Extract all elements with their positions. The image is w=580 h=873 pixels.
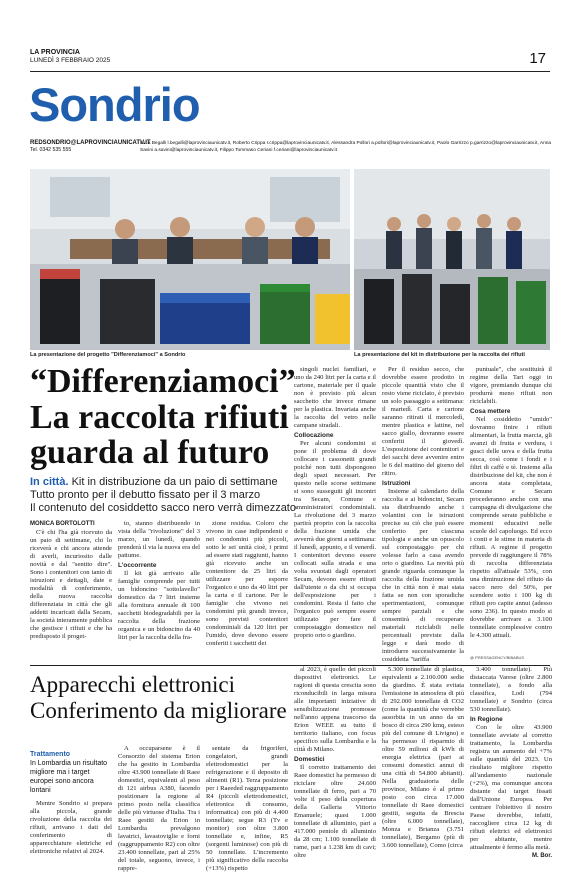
- photo-presentation-illustration: [30, 169, 350, 350]
- issue-date: LUNEDÌ 3 FEBBRAIO 2025: [30, 56, 111, 64]
- section-heading: Domestici: [294, 756, 325, 763]
- story-2-column-6: [470, 666, 552, 860]
- paragraph: zione residua. Coloro che vivono in case indipendenti e nei condomini più piccoli, sotto le sei unità cioè, i primi ad essere stati raggiunti, hanno già ricevuto anche un contenitore da 25 litri da utilizzare per esporre l'organico e uno da 40 litri per la carta e il cartone. Per le famiglie che vivono nei condomini più grandi invece, sono previsti contenitori condominiali da 120 litri per l'umido, dove devono essere conferiti i sacchetti dei: [206, 520, 288, 647]
- byline: MONICA BORTOLOTTI: [30, 521, 95, 527]
- section-heading: L'occorrente: [118, 562, 157, 569]
- staff-list: Luca Begalli l.begalli@laprovinciaunicatv.it, Roberto Crippa r.crippa@laprovinciaunicatv.it, Alessandra Pollori a.pollori@laprovinciaunicatv.it, Paolo Garrizzo p.garrizzo@laprovinciaunicatv.it, Anna Savini a.savini@laprovinciaunicatv.it, Filippo Tommaso Ceriani f.ceriani@laprovinciaunicatv.it: [140, 141, 552, 153]
- paragraph: C'è chi l'ha già ricevuto da un paio di settimane, chi lo riceverà e chi ancora attende di averli, incuriosito dalle novità e dal "sentito dire". Sono i contenitori con tanto di istruzioni e dettagli, date e modalità di conferimento, della nuova raccolta differenziata in città che gli addetti incaricati dalla Secam, la società interamente pubblica che gestisce i rifiuti e che ha predisposto il proget-: [30, 529, 112, 640]
- paragraph: A occuparsene è il Consorzio del sistema Erion che ha gestito in Lombardia oltre 43.900 tonnellate di Raee domestici, equivalenti al peso di 121 airbus A380, facendo posizionare la regione al primo posto nella classifica delle più virtuose d'Italia. Tra i Raee gestiti da Erion in Lombardia prevalgono lavatrici, lavastoviglie e forni (raggruppamento R2) con oltre 23.400 tonnellate, pari al 25% del totale, seguono, invece, i rappre-: [118, 745, 200, 872]
- author-signature: M. Bor.: [531, 853, 552, 859]
- article-column-4: [294, 366, 376, 640]
- section-title: Sondrio: [29, 78, 200, 131]
- kicker-title: Trattamento: [30, 751, 71, 758]
- subheadline-line-3: Il contenuto del cosiddetto sacco nero verrà dimezzato: [30, 502, 296, 514]
- paragraph: Il corretto trattamento dei Raee domestici ha permesso di riciclare oltre 24.600 tonnellate di ferro, pari a 70 volte il peso della copertura della Galleria Vittorio Emanuele; quasi 1.000 tonnellate di alluminio, pari a 417.000 pentole di alluminio da 28 cm; 1.100 tonnellate di rame, pari a 1.238 km di cavi; oltre: [294, 764, 376, 859]
- publication-name: LA PROVINCIA: [30, 49, 80, 56]
- section-heading: In Regione: [470, 716, 503, 723]
- photo-caption-left: La presentazione del progetto "Differenziamoci" a Sondrio: [30, 352, 186, 358]
- article-column-6: [470, 366, 552, 640]
- photo-caption-right: La presentazione del kit in distribuzione per la raccolta dei rifiuti: [354, 352, 525, 358]
- header-divider: [30, 71, 550, 72]
- headline-2-line-2: Conferimento da migliorare: [30, 698, 287, 723]
- story-2-column-1: [30, 800, 112, 856]
- page-number: 17: [529, 50, 546, 67]
- headline-line-1: “Differenziamoci”: [30, 363, 296, 400]
- paragraph: Per alcuni condomini si pone il problema di dove collocare i cassonetti grandi poiché non tutti dispongono degli spazi necessari. Per questo nelle scorse settimane si sono susseguiti gli incontri tra Secam, Comune e amministratori condominiali. La rivoluzione del 3 marzo partirà proprio con la raccolta della frazione umida che avverrà due giorni a settimana: il lunedì, appunto, e il venerdì. I contenitori devono essere collocati sulla strada e una volta svuotati dagli operatori Secam, devono essere ritirati dall'utente o da chi si occupa dell'esposizione per i condomini. Resta il fatto che l'organico può sempre essere utilizzato per fare il compostaggio domestico nel proprio orto o giardino.: [294, 440, 376, 639]
- article-column-2: [118, 520, 200, 642]
- subheadline-lead: In città.: [30, 476, 69, 488]
- paragraph: Per il residuo secco, che dovrebbe essere prodotto in piccole quantità visto che il resto viene riciclato, è previsto un solo passaggio a settimana: il martedì. Carta e cartone saranno ritirati il mercoledì, mentre plastica e lattine, nel sacco giallo, dovranno essere conferiti il giovedì. L'esposizione dei contenitori e dei sacchi deve avvenire entro le 6 del mattino del giorno del ritiro.: [382, 366, 464, 477]
- article-column-3: [206, 520, 288, 648]
- paragraph: sentate da frigoriferi, congelatori, grandi elettrodomestici per la refrigerazione e il deposito di alimenti (R1). Terza posizione per i Raeeded raggruppamento R4 (piccoli elettrodomestici, elettronica di consumo, informatica) con più di 4.400 tonnellate; segue R3 (Tv e monitor) con oltre 3.800 tonnellate e, infine, R5 (sorgenti luminose) con più di 50 tonnellate. L'incremento più significativo della raccolta (+13%) rispetto: [206, 745, 288, 872]
- kicker-text: In Lombardia un risultato migliore ma i target europei sono ancora lontani: [30, 760, 108, 794]
- headline-line-3: guarda al futuro: [30, 434, 270, 471]
- photo-kit: [354, 169, 550, 350]
- subheadline-line-2: Tutto pronto per il debutto fissato per il 3 marzo: [30, 489, 261, 501]
- subheadline-line-1: Kit in distribuzione da un paio di settimane: [68, 476, 278, 488]
- paragraph: puntuale", che sostituirà il regime della Tari oggi in vigore, premiando dunque chi produrrà meno rifiuti non riciclabili.: [470, 366, 552, 405]
- story-2-column-2: [118, 745, 200, 873]
- contact-phone: Tel. 0342 535 555: [30, 147, 72, 153]
- article-column-5: [382, 366, 464, 664]
- paragraph: to, stanno distribuendo in vista della "rivoluzione" del 3 marzo, un lunedì, quando prenderà il via la nuova era del pattume.: [118, 520, 200, 559]
- paragraph: 3.400 tonnellate). Più distaccata Varese (oltre 2.800 tonnellate), a fondo alla classifica, Lodi (794 tonnellate) e Sondrio (circa 530 tonnellate).: [470, 666, 552, 713]
- paragraph: al 2023, è quello dei piccoli dispositivi elettronici. Le ragioni di questa crescita sono riconducibili in larga misura alle importanti iniziative di sensibilizzazione promosse nell'anno appena trascorso da Erion WEEE su tutto il territorio italiano, con focus specifico sulla Lombardia e la città di Milano.: [294, 666, 376, 753]
- paragraph: 5.300 tonnellate di plastica, equivalenti a 2.100.000 sedie da giardino. È stata evitata l'emissione in atmosfera di più di 292.000 tonnellate di CO2 (come la quantità che verrebbe assorbita in un anno da un bosco di circa 290 kmq, esteso più del comune di Livigno) e ha permesso il risparmio di oltre 59 milioni di kWh di energia elettrica (pari ai consumi domestici annui di una città di 54.800 abitanti). Nella graduatoria delle province, Milano è al primo posto con circa 17.000 tonnellate di Raee domestici gestiti, seguita da Brescia (oltre 6.000 tonnellate), Monza e Brianza (3.751 tonnellate), Bergamo (più di 3.600 tonnellate), Como (circa: [382, 666, 464, 849]
- headline-2-line-1: Apparecchi elettronici: [30, 672, 235, 697]
- paragraph: Nel cosiddetto "umido" dovranno finire i rifiuti alimentari, la frutta marcia, gli avanzi di frutta e verdura, i gusci delle uova e della frutta secca, così come i fondi e i filtri di caffè e tè. Insieme alla distribuzione del kit, che non è ancora stata completata, Comune e Secam procederanno anche con una campagna di divulgazione che comprende serate pubbliche e momenti educativi nelle scuole del capoluogo. Ed ecco i conti e le stime in materia di rifiuti. A regime il progetto prevede di raggiungere il 78% di raccolta differenziata rispetto all'attuale 53%, con una diminuzione del rifiuto da sacco nero del 50%, per scendere sotto i 100 kg di rifiuti pro capite annui (adesso sono 236). In questo modo si dovrebbe arrivare a 3.100 tonnellate complessive contro le 4.300 attuali.: [470, 416, 552, 639]
- paragraph: singoli nuclei familiari, e uno da 240 litri per la carta e il cartone, materiale per il quale non è previsto più alcun sacchetto che invece rimane per la plastica. Invariata anche la raccolta del vetro nelle campane stradali.: [294, 366, 376, 429]
- section-heading: Collocazione: [294, 432, 334, 439]
- headline-line-2: La raccolta rifiuti: [30, 399, 289, 436]
- story-2-column-5: [382, 666, 464, 850]
- contact-email[interactable]: REDSONDRIO@LAPROVINCIAUNICATV.IT: [30, 140, 151, 146]
- article-column-1: [30, 520, 112, 641]
- story-2-column-3: [206, 745, 288, 873]
- section-heading: Cosa mettere: [470, 408, 511, 415]
- story-2-kicker: [30, 750, 112, 795]
- photo-kit-illustration: [354, 169, 550, 350]
- paragraph: Mentre Sondrio si prepara alla piccola, grande rivoluzione della raccolta dei rifiuti, arrivano i dati del conferimento di apparecchiature elettriche ed elettroniche relativi al 2024.: [30, 800, 112, 855]
- paragraph: Il kit già arrivato alle famiglie comprende per tutti un bidoncino "sottolavello" domestico da 7 litri insieme alla fornitura annuale di 100 sacchetti biodegradabili per la raccolta della frazione organica e un bidoncino da 40 litri per la raccolta della fra-: [118, 570, 200, 641]
- photo-presentation: [30, 169, 350, 350]
- photo-credit: @ PRESSAGENCY/BIBABUS: [470, 655, 525, 660]
- subheadline: [30, 476, 320, 515]
- paragraph: Insieme al calendario della raccolta e ai bidoncini, Secam sta distribuendo anche i volantini con le istruzioni precise su ciò che può essere conferito per ciascuna tipologia e anche un opuscolo sul compostaggio per chi volesse farlo a casa avendo orto o giardino. La novità più grande riguarda comunque la raccolta della frazione umida che in città non è mai stata fatta se non con sporadiche sperimentazioni, comunque sempre parziali e che consentirà di recuperare materiali riciclabili nelle percentuali previste dalla legge e darà modo di introdurre successivamente la cosiddetta "tariffa: [382, 488, 464, 663]
- section-contact: [30, 140, 151, 154]
- section-heading: Istruzioni: [382, 480, 411, 487]
- story-2-column-4: [294, 666, 376, 860]
- masthead: [30, 49, 110, 64]
- paragraph: Con le oltre 43.900 tonnellate avviate al corretto trattamento, la Lombardia registra un aumento del +7% sulle quantità del 2023. Un risultato migliore rispetto all'andamento nazionale (+2%), ma comunque ancora distante dai target fissati dall'Unione Europea. Per centrare l'obiettivo il nostro Paese dovrebbe, infatti, raccogliere circa 12 kg di rifiuti elettrici ed elettronici per abitante, mentre attualmente è fermo alla metà.: [470, 724, 552, 851]
